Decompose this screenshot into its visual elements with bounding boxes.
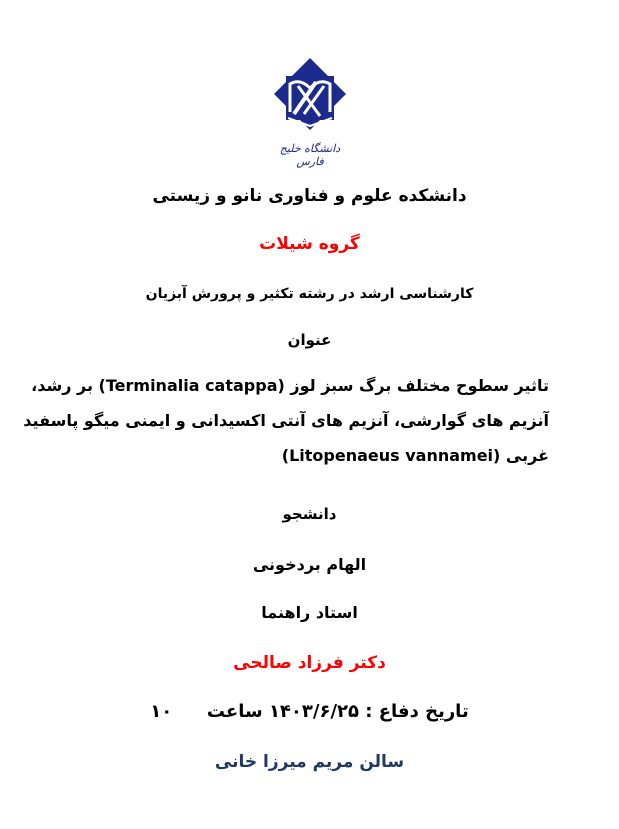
thesis-title-line-3 — [69, 438, 549, 473]
logo-caption: دانشگاه خلیج فارس — [279, 142, 341, 168]
university-emblem-icon — [272, 56, 348, 142]
thesis-title-line-1 — [31, 368, 549, 403]
defense-date-label: تاریخ دفاع : — [365, 701, 469, 722]
title-text: غربی — [505, 446, 549, 465]
scientific-name-plant: (Terminalia catappa) — [98, 376, 285, 395]
venue: سالن مریم میرزا خانی — [214, 752, 405, 772]
title-text: بر رشد، — [31, 376, 93, 395]
faculty-name: دانشکده علوم و فناوری نانو و زیستی — [152, 186, 467, 206]
student-label: دانشجو — [282, 505, 337, 523]
thesis-title-line-2: آنزیم های گوارشی، آنزیم های آنتی اکسیدانی و ایمنی میگو پاسفید — [23, 411, 549, 430]
thesis-title — [23, 368, 549, 473]
university-logo — [272, 56, 348, 166]
defense-time-label: ساعت — [206, 701, 263, 722]
student-name: الهام بردخونی — [252, 555, 367, 574]
degree-program: کارشناسی ارشد در رشته تکثیر و پرورش آبزیان — [145, 286, 474, 302]
defense-time: ۱۰ — [150, 701, 173, 722]
department-name: گروه شیلات — [259, 234, 360, 254]
advisor-name: دکتر فرزاد صالحی — [233, 653, 386, 673]
title-text: تاثیر سطوح مختلف برگ سبز لوز — [290, 376, 549, 395]
defense-date-time — [0, 701, 619, 722]
advisor-label: استاد راهنما — [261, 603, 358, 622]
defense-date: ۱۴۰۳/۶/۲۵ — [268, 701, 359, 722]
title-label: عنوان — [287, 331, 332, 349]
scientific-name-shrimp: (Litopenaeus vannamei) — [281, 446, 501, 465]
